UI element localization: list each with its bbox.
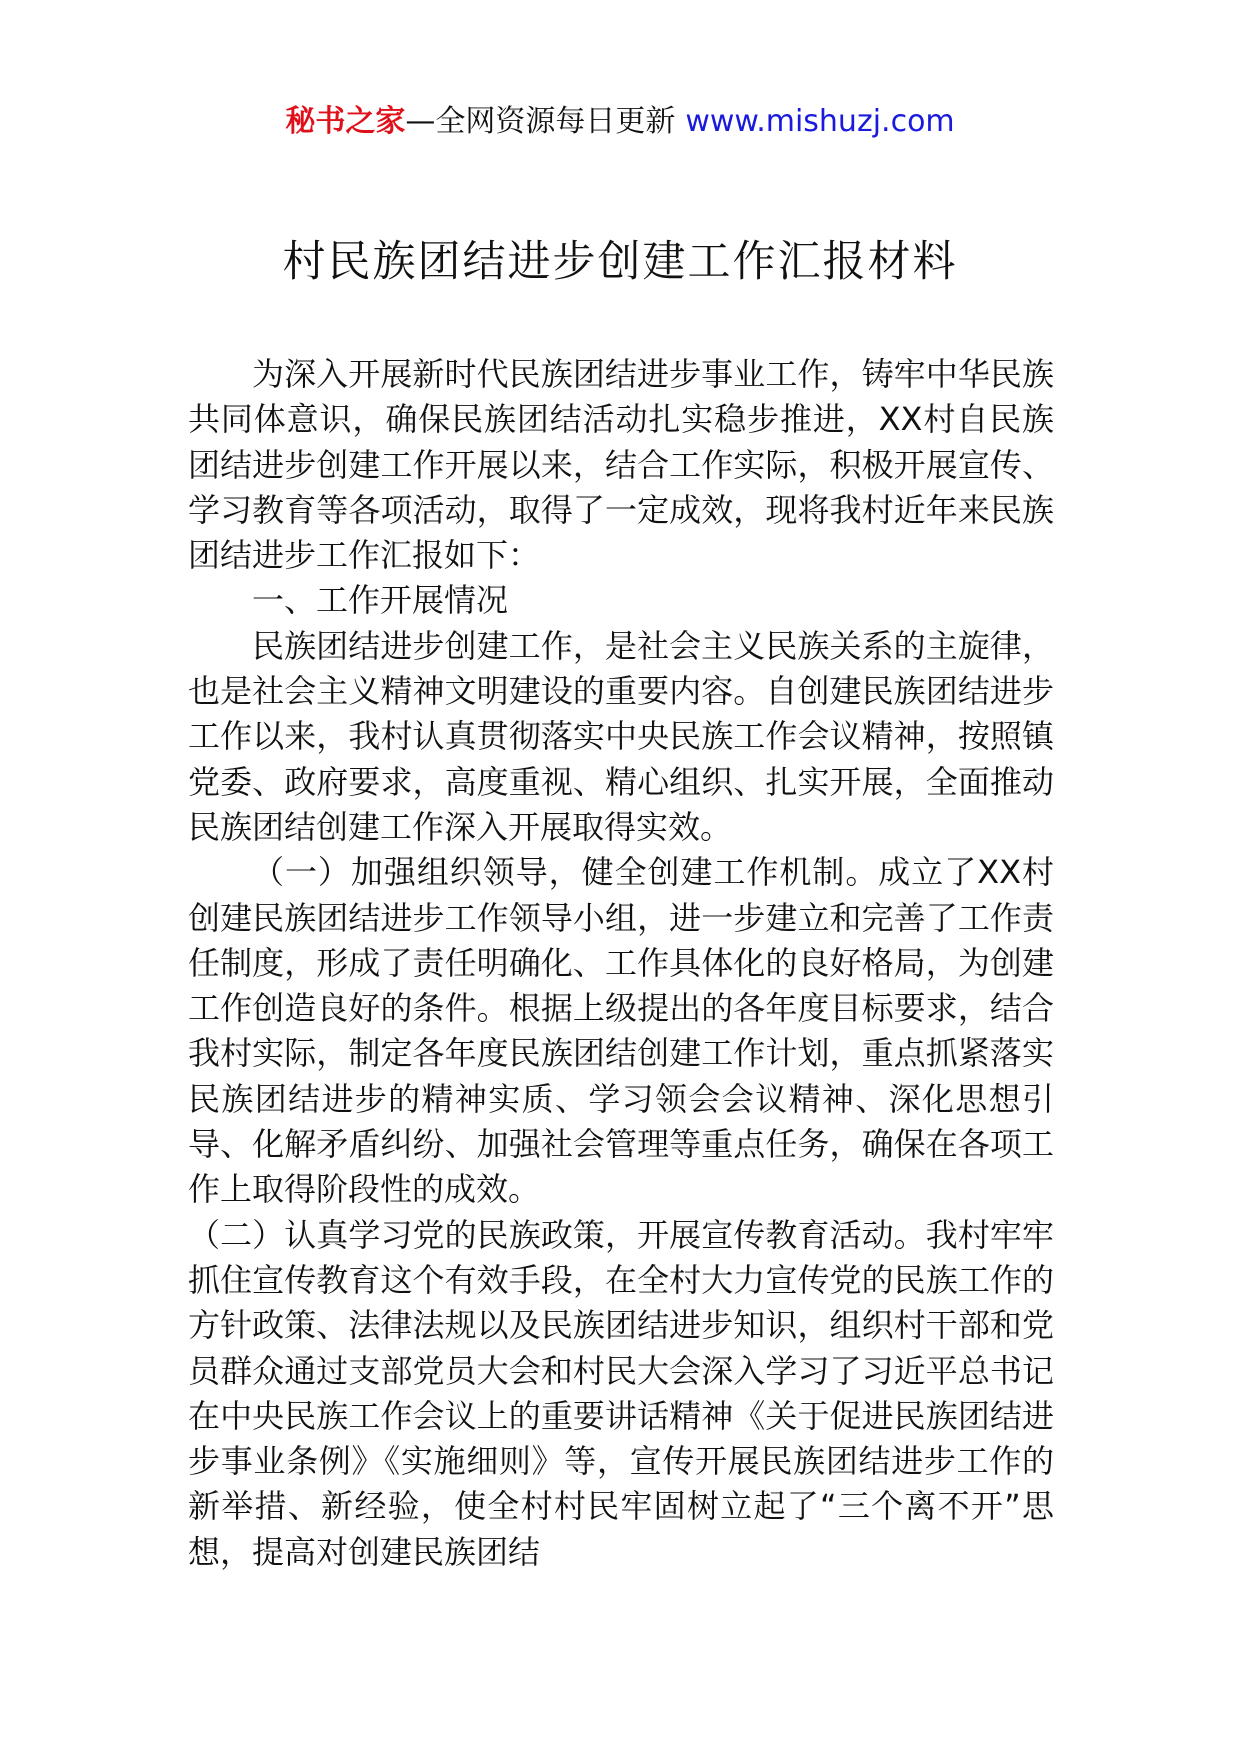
subsection-paragraph-1: （一）加强组织领导，健全创建工作机制。成立了XX村创建民族团结进步工作领导小组，进一步建立和完善了工作责任制度，形成了责任明确化、工作具体化的良好格局，为创建工作创造良好的条件。根据上级提出的各年度目标要求，结合我村实际，制定各年度民族团结创建工作计划，重点抓紧落实民族团结进步的精神实质、学习领会会议精神、深化思想引导、化解矛盾纠纷、加强社会管理等重点任务，确保在各项工作上取得阶段性的成效。 <box>188 853 1054 1209</box>
brand-name: 秘书之家 <box>285 104 406 139</box>
header-slogan: —全网资源每日更新 <box>405 104 676 139</box>
body-paragraph: 民族团结进步创建工作，是社会主义民族关系的主旋律，也是社会主义精神文明建设的重要内容。自创建民族团结进步工作以来，我村认真贯彻落实中央民族工作会议精神，按照镇党委、政府要求，高度重视、精心组织、扎实开展，全面推动民族团结创建工作深入开展取得实效。 <box>188 626 1054 846</box>
subsection-paragraph-2: （二）认真学习党的民族政策，开展宣传教育活动。我村牢牢抓住宣传教育这个有效手段，在全村大力宣传党的民族工作的方针政策、法律法规以及民族团结进步知识，组织村干部和党员群众通过支部党员大会和村民大会深入学习了习近平总书记在中央民族工作会议上的重要讲话精神《关于促进民族团结进步事业条例》《实施细则》等，宣传开展民族团结进步工作的新举措、新经验，使全村村民牢固树立起了“三个离不开”思想，提高对创建民族团结 <box>188 1215 1054 1571</box>
header-banner <box>0 100 1240 144</box>
document-title: 村民族团结进步创建工作汇报材料 <box>282 237 958 287</box>
document-body <box>188 352 1054 1575</box>
site-link[interactable]: www.mishuzj.com <box>685 104 955 139</box>
section-heading: 一、工作开展情况 <box>252 581 509 620</box>
intro-paragraph: 为深入开展新时代民族团结进步事业工作，铸牢中华民族共同体意识，确保民族团结活动扎实稳步推进，XX村自民族团结进步创建工作开展以来，结合工作实际，积极开展宣传、学习教育等各项活动，取得了一定成效，现将我村近年来民族团结进步工作汇报如下： <box>188 355 1054 575</box>
